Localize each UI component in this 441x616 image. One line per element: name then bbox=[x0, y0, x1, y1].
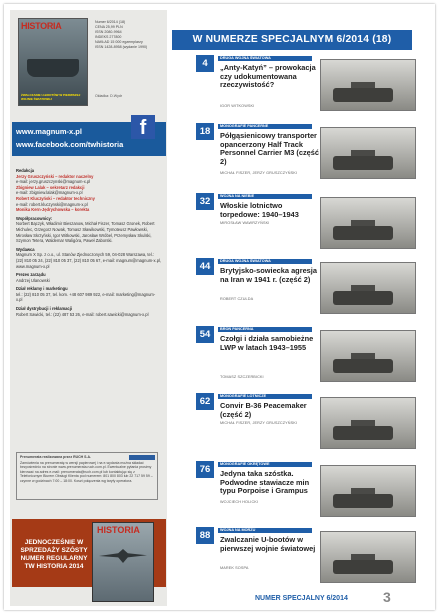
contents-header-text: W NUMERZE SPECJALNYM 6/2014 (18) bbox=[192, 34, 392, 45]
collab-heading: Współpracownicy: bbox=[16, 215, 53, 221]
distribution-details: Robert Sawicki, tel.: (22) 487 53 26, e-mail: robert.sawicki@magnum-x.pl bbox=[16, 311, 149, 317]
entry-title: Zwalczanie U-bootów w pierwszej wojnie światowej bbox=[220, 535, 316, 553]
ceo-heading: Prezes zarządu bbox=[16, 272, 46, 278]
cover-subtitle: ŻWALCZANIE U-BOOTÓW W PIERWSZEJ WOJNIE ŚWIATOWEJ bbox=[21, 93, 81, 101]
cover-thumbnail bbox=[18, 18, 88, 106]
pub-line: ISSN 1428-8958 (wydanie 1990) bbox=[95, 45, 148, 49]
publisher-heading: Wydawca bbox=[16, 246, 35, 252]
entry-title: Brytyjsko-sowiecka agresja na Iran w 1941 r. (część 2) bbox=[220, 266, 317, 284]
entry-title: Czołgi i działa samobieżne LWP w latach 1943–1955 bbox=[220, 334, 314, 352]
entry-title: „Anty-Katyń” – prowokacja czy udokumentowana rzeczywistość? bbox=[220, 63, 316, 90]
entry-category: WOJNA NA NIEBIE bbox=[218, 194, 312, 199]
subscription-text: Zamówienia na prenumeratę w wersji papierowej i na e-wydania można składać bezpośrednio na stronie www.prenumerata.ruch.com.pl. Ewentualne pytania prosimy kierować na adres e-mail: prenumerata@ruch.com.pl lub kontaktując się z Telefonicznym Biurem Obsługi Klienta pod numerem: 801 800 803 lub 22 717 59 59 – czynne w godzinach 7:00 – 18:00. Koszt połączenia wg taryfy operatora. bbox=[20, 460, 153, 483]
toc-entry[interactable] bbox=[196, 393, 416, 449]
toc-entry[interactable] bbox=[196, 461, 416, 517]
entry-page-number: 54 bbox=[196, 326, 214, 343]
cover-credit: Okładka: D.Wydr bbox=[95, 94, 123, 98]
entry-author: MIROSŁAW WAWRZYŃSKI bbox=[220, 221, 270, 225]
entry-title: Convir B-36 Peacemaker (część 2) bbox=[220, 401, 307, 419]
page-number: 3 bbox=[383, 589, 391, 605]
entry-author: TOMASZ SZCZERBICKI bbox=[220, 375, 264, 379]
page-footer: NUMER SPECJALNY 6/2014 bbox=[255, 595, 348, 602]
pub-line: NAKŁAD 15 000 egzemplarzy bbox=[95, 40, 143, 44]
editor-email: e-mail: robert.kluczynski@magnum-x.pl bbox=[16, 201, 88, 207]
entry-title: Półgąsienicowy transporter opancerzony Half Track Personnel Carrier M3 (część 2) bbox=[220, 131, 319, 166]
entry-author: WOJCIECH HOLICKI bbox=[220, 500, 259, 504]
entry-photo bbox=[320, 531, 416, 583]
entry-author: MAREK SOSPA bbox=[220, 566, 249, 570]
toc-entry[interactable] bbox=[196, 527, 416, 583]
toc-entry[interactable] bbox=[196, 326, 416, 382]
ruch-logo bbox=[129, 455, 155, 460]
entry-page-number: 62 bbox=[196, 393, 214, 410]
promo-text: JEDNOCZEŚNIE W SPRZEDAŻY SZÓSTY NUMER REGULARNY TW HISTORIA 2014 bbox=[20, 539, 88, 570]
entry-title: Jedyna taka szóstka. Podwodne stawiacze min typu Porpoise i Grampus bbox=[220, 469, 310, 496]
facebook-icon[interactable]: f bbox=[131, 115, 155, 139]
ads-details: tel.: (22) 810 05 37, tel. kom. +48 607 989 922, e-mail: marketing@magnum-x.pl bbox=[16, 291, 156, 303]
promo-banner bbox=[12, 519, 166, 587]
subscription-title: Prenumerata realizowana przez RUCH S.A. bbox=[20, 455, 91, 459]
entry-photo bbox=[320, 262, 416, 314]
toc-entry[interactable] bbox=[196, 193, 416, 249]
entry-author: MICHAŁ FISZER, JERZY GRUSZCZYŃSKI bbox=[220, 171, 298, 175]
pub-line: Numer 6/2014 (18) bbox=[95, 20, 126, 24]
toc-entry[interactable] bbox=[196, 123, 416, 179]
entry-photo bbox=[320, 465, 416, 517]
publisher-details: Magnum X Sp. z o.o., ul. Stanów Zjednoczonych 59, 04-028 Warszawa, tel.: (22) 810 05 24, (22) 810 05 37, (22) 810 05 67, e-mail: magnum@magnum-x.pl, www.magnum-x.pl bbox=[16, 252, 162, 269]
pub-line: ISSN 2080-9964 bbox=[95, 30, 122, 34]
entry-page-number: 76 bbox=[196, 461, 214, 478]
aircraft-image bbox=[99, 549, 147, 563]
entry-photo bbox=[320, 330, 416, 382]
editor-name: Jerzy Gruszczyński – redaktor naczelny bbox=[16, 173, 94, 179]
entry-category: MONOGRAFIE PANCERNE bbox=[218, 124, 312, 129]
entry-author: IGOR WITKOWSKI bbox=[220, 104, 255, 108]
publication-info bbox=[95, 20, 159, 50]
collab-list: Norbert Bączyk, Władimir Bieszanow, Michał Fiszer, Tomasz Gronek, Robert Michulec, Grzegorz Nowak, Tomasz Sławikowski, Tymoteusz Pawłowski, Mirosław Skrzyński, Igor Witkowski, Jarosław Wróbel, Przemysław Skulski, Szymon Tetera, Waldemar Waligóra, Paweł Zaborski. bbox=[16, 221, 155, 244]
entry-category: DRUGA WOJNA ŚWIATOWA bbox=[218, 259, 312, 264]
entry-photo bbox=[320, 397, 416, 449]
editor-email: e-mail: zbigniew.lalak@magnum-x.pl bbox=[16, 190, 83, 196]
editor-name: Zbigniew Lalak – sekretarz redakcji bbox=[16, 184, 85, 190]
entry-category: MONOGRAFIE LOTNICZE bbox=[218, 394, 312, 399]
toc-entry[interactable] bbox=[196, 258, 416, 314]
entry-page-number: 18 bbox=[196, 123, 214, 140]
website-link[interactable]: www.magnum-x.pl bbox=[16, 127, 82, 136]
subscription-box bbox=[16, 452, 158, 500]
cover-title: HISTORIA bbox=[21, 21, 62, 31]
entry-page-number: 32 bbox=[196, 193, 214, 210]
editor-email: e-mail: jerzy.gruszczynski@magnum-x.pl bbox=[16, 179, 91, 185]
entry-photo bbox=[320, 127, 416, 179]
editorial-info bbox=[16, 165, 161, 317]
pub-line: INDEKS 277800 bbox=[95, 35, 122, 39]
ads-heading: Dział reklamy i marketingu bbox=[16, 286, 68, 292]
entry-category: BROŃ PANCERNA bbox=[218, 327, 312, 332]
entry-photo bbox=[320, 197, 416, 249]
distribution-heading: Dział dystrybucji i reklamacji bbox=[16, 306, 72, 312]
ceo-name: Andrzej Ulanowski bbox=[16, 277, 50, 283]
entry-page-number: 44 bbox=[196, 258, 214, 275]
entry-category: DRUGA WOJNA ŚWIATOWA bbox=[218, 56, 312, 61]
promo-magazine-title: HISTORIA bbox=[97, 525, 140, 535]
contents-header bbox=[172, 30, 412, 50]
editorial-heading: Redakcja bbox=[16, 168, 34, 173]
entry-author: ROBERT CZULDA bbox=[220, 297, 254, 301]
pub-line: CENA 25,99 PLN bbox=[95, 25, 123, 29]
editor-name: Robert Kluczyński – redaktor techniczny bbox=[16, 195, 95, 201]
entry-author: MICHAŁ FISZER, JERZY GRUSZCZYŃSKI bbox=[220, 421, 298, 425]
entry-category: MONOGRAFIE OKRĘTOWE bbox=[218, 462, 312, 467]
cover-ship-image bbox=[27, 59, 79, 77]
facebook-link[interactable]: www.facebook.com/twhistoria bbox=[16, 140, 124, 149]
editor-name: Monika Kern-Jędrychowska – korekta bbox=[16, 207, 90, 213]
entry-page-number: 88 bbox=[196, 527, 214, 544]
promo-magazine-cover bbox=[92, 522, 154, 602]
entry-photo bbox=[320, 59, 416, 111]
entry-category: WOJNA NA MORZU bbox=[218, 528, 312, 533]
entry-title: Włoskie lotnictwo torpedowe: 1940–1943 bbox=[220, 201, 299, 219]
entry-page-number: 4 bbox=[196, 55, 214, 72]
toc-entry[interactable] bbox=[196, 55, 416, 111]
